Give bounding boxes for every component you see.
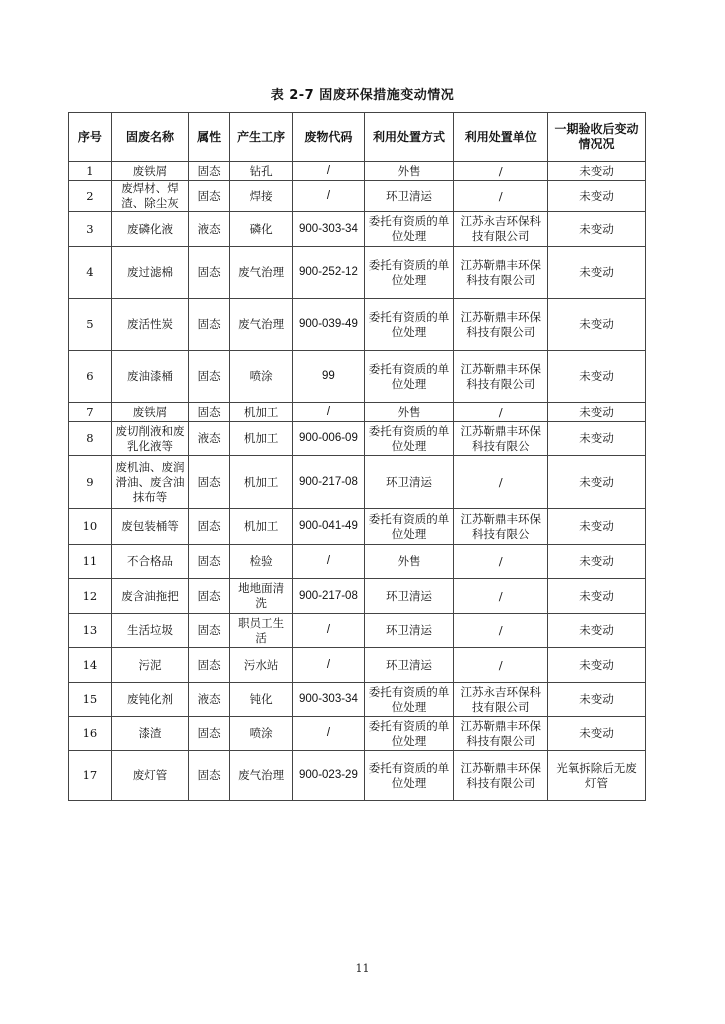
- table-row: [69, 299, 646, 351]
- cell-attr: 液态: [189, 422, 230, 456]
- cell-name: 废切削液和废乳化液等: [111, 422, 188, 456]
- cell-process: 机加工: [230, 509, 293, 545]
- cell-no: 4: [69, 247, 112, 299]
- cell-no: 3: [69, 212, 112, 247]
- cell-no: 13: [69, 614, 112, 648]
- cell-name: 污泥: [111, 648, 188, 683]
- cell-no: 5: [69, 299, 112, 351]
- cell-name: 废铁屑: [111, 162, 188, 181]
- cell-no: 14: [69, 648, 112, 683]
- cell-process: 污水站: [230, 648, 293, 683]
- cell-change: 未变动: [548, 422, 646, 456]
- header-row: [69, 113, 646, 162]
- cell-method: 委托有资质的单位处理: [364, 751, 454, 801]
- cell-change: 未变动: [548, 247, 646, 299]
- cell-change: 未变动: [548, 299, 646, 351]
- cell-name: 废过滤棉: [111, 247, 188, 299]
- cell-code: /: [293, 181, 364, 212]
- table-row: [69, 351, 646, 403]
- cell-method: 委托有资质的单位处理: [364, 299, 454, 351]
- cell-unit: 江苏靳鼎丰环保科技有限公司: [454, 717, 548, 751]
- cell-process: 机加工: [230, 456, 293, 509]
- cell-process: 机加工: [230, 403, 293, 422]
- cell-name: 废铁屑: [111, 403, 188, 422]
- table-row: [69, 403, 646, 422]
- cell-code: /: [293, 717, 364, 751]
- cell-process: 地地面清洗: [230, 579, 293, 614]
- cell-process: 废气治理: [230, 751, 293, 801]
- cell-no: 15: [69, 683, 112, 717]
- cell-attr: 液态: [189, 683, 230, 717]
- cell-process: 磷化: [230, 212, 293, 247]
- cell-code: 900-303-34: [293, 212, 364, 247]
- cell-code: 99: [293, 351, 364, 403]
- table-caption: 表 2-7 固废环保措施变动情况: [270, 88, 455, 103]
- cell-name: 废活性炭: [111, 299, 188, 351]
- cell-code: 900-041-49: [293, 509, 364, 545]
- cell-process: 喷涂: [230, 351, 293, 403]
- cell-attr: 液态: [189, 212, 230, 247]
- cell-process: 钝化: [230, 683, 293, 717]
- table-row: [69, 683, 646, 717]
- cell-change: 未变动: [548, 614, 646, 648]
- cell-attr: 固态: [189, 648, 230, 683]
- cell-code: 900-023-29: [293, 751, 364, 801]
- table-row: [69, 509, 646, 545]
- cell-change: 未变动: [548, 717, 646, 751]
- table-row: [69, 614, 646, 648]
- cell-code: 900-252-12: [293, 247, 364, 299]
- cell-unit: 江苏永吉环保科技有限公司: [454, 212, 548, 247]
- table-row: [69, 162, 646, 181]
- cell-change: 未变动: [548, 579, 646, 614]
- cell-change: 未变动: [548, 545, 646, 579]
- table-row: [69, 456, 646, 509]
- cell-unit: 江苏靳鼎丰环保 科技有限公司: [454, 247, 548, 299]
- table-row: [69, 579, 646, 614]
- cell-method: 环卫清运: [364, 614, 454, 648]
- cell-method: 环卫清运: [364, 579, 454, 614]
- cell-method: 委托有资质的单位处理: [364, 509, 454, 545]
- cell-no: 10: [69, 509, 112, 545]
- cell-change: 未变动: [548, 162, 646, 181]
- cell-attr: 固态: [189, 247, 230, 299]
- cell-change: 未变动: [548, 648, 646, 683]
- cell-unit: /: [454, 614, 548, 648]
- cell-unit: /: [454, 579, 548, 614]
- table-row: [69, 545, 646, 579]
- cell-name: 废包装桶等: [111, 509, 188, 545]
- cell-unit: 江苏永吉环保科技有限公司: [454, 683, 548, 717]
- cell-attr: 固态: [189, 509, 230, 545]
- header-cell-name: 固废名称: [111, 113, 188, 162]
- cell-attr: 固态: [189, 299, 230, 351]
- cell-name: 生活垃圾: [111, 614, 188, 648]
- table-row: [69, 717, 646, 751]
- cell-unit: 江苏靳鼎丰环保科技有限公: [454, 509, 548, 545]
- cell-name: 废焊材、焊渣、除尘灰: [111, 181, 188, 212]
- cell-method: 委托有资质的单位处理: [364, 717, 454, 751]
- cell-code: 900-006-09: [293, 422, 364, 456]
- cell-attr: 固态: [189, 456, 230, 509]
- cell-method: 外售: [364, 545, 454, 579]
- cell-unit: /: [454, 545, 548, 579]
- cell-method: 委托有资质的单位处理: [364, 212, 454, 247]
- cell-change: 未变动: [548, 683, 646, 717]
- cell-code: /: [293, 614, 364, 648]
- cell-attr: 固态: [189, 162, 230, 181]
- cell-no: 9: [69, 456, 112, 509]
- header-cell-process: 产生工序: [230, 113, 293, 162]
- cell-name: 废磷化液: [111, 212, 188, 247]
- cell-process: 焊接: [230, 181, 293, 212]
- cell-attr: 固态: [189, 751, 230, 801]
- cell-process: 废气治理: [230, 299, 293, 351]
- cell-name: 废灯管: [111, 751, 188, 801]
- table-row: [69, 751, 646, 801]
- cell-attr: 固态: [189, 614, 230, 648]
- cell-code: 900-217-08: [293, 579, 364, 614]
- header-cell-no: 序号: [69, 113, 112, 162]
- cell-method: 外售: [364, 403, 454, 422]
- cell-attr: 固态: [189, 545, 230, 579]
- cell-no: 16: [69, 717, 112, 751]
- cell-process: 检验: [230, 545, 293, 579]
- table-row: [69, 648, 646, 683]
- cell-change: 未变动: [548, 403, 646, 422]
- cell-name: 废含油拖把: [111, 579, 188, 614]
- cell-method: 委托有资质的单位处理: [364, 683, 454, 717]
- cell-code: 900-303-34: [293, 683, 364, 717]
- cell-no: 1: [69, 162, 112, 181]
- cell-no: 12: [69, 579, 112, 614]
- cell-process: 钻孔: [230, 162, 293, 181]
- cell-process: 机加工: [230, 422, 293, 456]
- cell-unit: /: [454, 403, 548, 422]
- header-cell-code: 废物代码: [293, 113, 364, 162]
- cell-method: 委托有资质的单位处理: [364, 247, 454, 299]
- cell-code: /: [293, 403, 364, 422]
- cell-change: 未变动: [548, 456, 646, 509]
- cell-name: 漆渣: [111, 717, 188, 751]
- cell-code: 900-217-08: [293, 456, 364, 509]
- table-body: [69, 162, 646, 801]
- cell-name: 不合格品: [111, 545, 188, 579]
- cell-method: 环卫清运: [364, 181, 454, 212]
- cell-unit: /: [454, 162, 548, 181]
- table-row: [69, 247, 646, 299]
- header-cell-unit: 利用处置单位: [454, 113, 548, 162]
- cell-unit: 江苏靳鼎丰环保科技有限公司: [454, 351, 548, 403]
- cell-no: 2: [69, 181, 112, 212]
- cell-attr: 固态: [189, 579, 230, 614]
- cell-process: 职员工生活: [230, 614, 293, 648]
- cell-unit: /: [454, 648, 548, 683]
- cell-change: 未变动: [548, 181, 646, 212]
- header-cell-change: 一期验收后变动情况况: [548, 113, 646, 162]
- cell-process: 喷涂: [230, 717, 293, 751]
- cell-unit: /: [454, 456, 548, 509]
- cell-code: /: [293, 162, 364, 181]
- cell-no: 8: [69, 422, 112, 456]
- cell-attr: 固态: [189, 717, 230, 751]
- cell-method: 外售: [364, 162, 454, 181]
- cell-attr: 固态: [189, 181, 230, 212]
- cell-unit: 江苏靳鼎丰环保科技有限公司: [454, 751, 548, 801]
- table-row: [69, 181, 646, 212]
- cell-no: 6: [69, 351, 112, 403]
- cell-name: 废机油、废润滑油、废含油抹布等: [111, 456, 188, 509]
- page-number: 11: [355, 962, 370, 975]
- cell-attr: 固态: [189, 351, 230, 403]
- cell-unit: /: [454, 181, 548, 212]
- header-cell-attr: 属性: [189, 113, 230, 162]
- cell-change: 未变动: [548, 351, 646, 403]
- table-row: [69, 422, 646, 456]
- header-cell-method: 利用处置方式: [364, 113, 454, 162]
- cell-change: 未变动: [548, 212, 646, 247]
- cell-code: /: [293, 545, 364, 579]
- cell-code: 900-039-49: [293, 299, 364, 351]
- cell-change: 未变动: [548, 509, 646, 545]
- cell-name: 废钝化剂: [111, 683, 188, 717]
- cell-method: 委托有资质的单位处理: [364, 351, 454, 403]
- cell-name: 废油漆桶: [111, 351, 188, 403]
- cell-method: 委托有资质的单位处理: [364, 422, 454, 456]
- cell-code: /: [293, 648, 364, 683]
- cell-no: 7: [69, 403, 112, 422]
- cell-unit: 江苏靳鼎丰环保科技有限公: [454, 422, 548, 456]
- cell-attr: 固态: [189, 403, 230, 422]
- cell-no: 11: [69, 545, 112, 579]
- table-row: [69, 212, 646, 247]
- solid-waste-table: [68, 112, 646, 801]
- cell-method: 环卫清运: [364, 648, 454, 683]
- cell-process: 废气治理: [230, 247, 293, 299]
- cell-unit: 江苏靳鼎丰环保科技有限公司: [454, 299, 548, 351]
- cell-method: 环卫清运: [364, 456, 454, 509]
- cell-change: 光氧拆除后无废灯管: [548, 751, 646, 801]
- cell-no: 17: [69, 751, 112, 801]
